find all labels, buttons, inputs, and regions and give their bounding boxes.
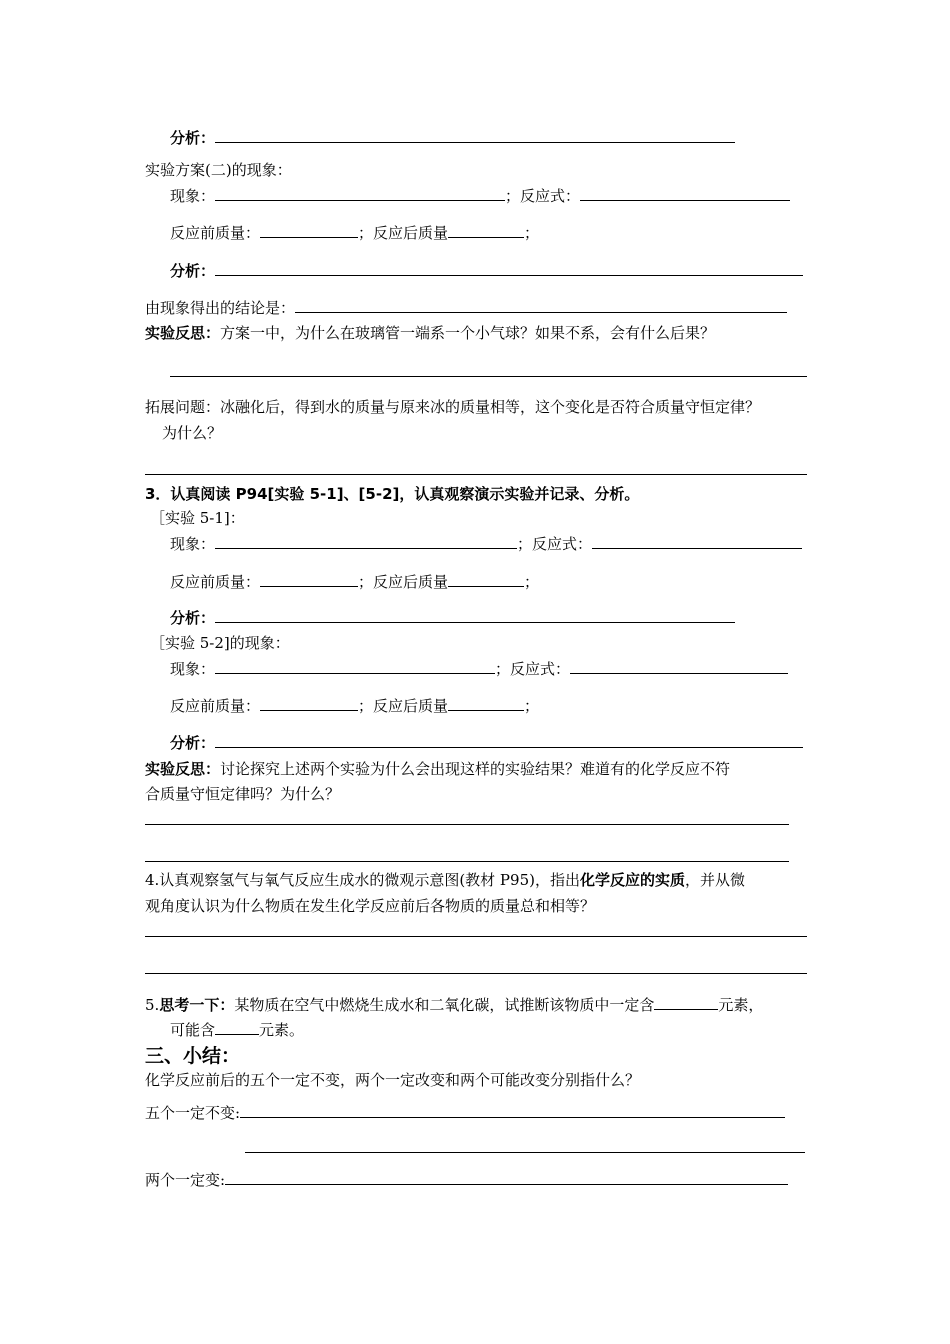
exp1-label: ［实验 5-1]： (150, 509, 245, 527)
s4-line-1 (145, 870, 745, 890)
answer-line[interactable] (145, 474, 807, 475)
s4-line-2: 观角度认识为什么物质在发生化学反应前后各物质的质量总和相等？ (145, 897, 596, 915)
analysis-blank[interactable] (215, 128, 735, 143)
mass-after-label: ；反应后质量 (358, 697, 449, 715)
s5-pre: 可能含 (170, 1021, 216, 1039)
five-unchanged-row (145, 1103, 785, 1123)
answer-line[interactable] (145, 936, 807, 937)
analysis-blank[interactable] (215, 608, 735, 623)
analysis-blank[interactable] (215, 261, 803, 276)
reflect-text: 方案一中，为什么在玻璃管一端系一个小气球？如果不系，会有什么后果？ (220, 324, 716, 342)
semicolon: ； (524, 573, 540, 591)
summary-title: 三、小结： (145, 1045, 241, 1067)
two-changed-blank[interactable] (225, 1170, 788, 1185)
answer-line[interactable] (145, 861, 789, 862)
conclusion-label: 由现象得出的结论是： (145, 299, 296, 317)
mass-after-label: ；反应后质量 (358, 573, 449, 591)
phenomenon-blank[interactable] (215, 186, 505, 201)
reflect-row-1 (145, 323, 715, 343)
mass-before-blank[interactable] (260, 572, 358, 587)
equation-blank[interactable] (580, 186, 790, 201)
answer-line[interactable] (245, 1152, 805, 1153)
analysis-row-1 (170, 128, 735, 148)
analysis-label: 分析： (170, 262, 216, 280)
answer-line[interactable] (145, 973, 807, 974)
mass-after-blank[interactable] (448, 572, 524, 587)
analysis-row-2 (170, 261, 803, 281)
reflect-label: 实验反思： (145, 760, 221, 778)
phenomenon-blank[interactable] (215, 659, 495, 674)
analysis-label: 分析： (170, 734, 216, 752)
reflect-text: 讨论探究上述两个实验为什么会出现这样的实验结果？难道有的化学反应不符 (220, 760, 731, 778)
phenomenon-label: 现象： (170, 187, 216, 205)
exp1-analysis-row (170, 608, 735, 628)
summary-question: 化学反应前后的五个一定不变，两个一定改变和两个可能改变分别指什么？ (145, 1071, 641, 1089)
mass-before-blank[interactable] (260, 223, 358, 238)
extend-line-1: 拓展问题：冰融化后，得到水的质量与原来冰的质量相等，这个变化是否符合质量守恒定律？ (145, 398, 761, 416)
exp2-label: ［实验 5-2]的现象： (150, 634, 290, 652)
s3-reflect-row-1 (145, 759, 730, 779)
equation-blank[interactable] (592, 534, 802, 549)
s5-bold: 思考一下： (159, 996, 235, 1014)
exp2-analysis-row (170, 733, 803, 753)
s5-num: 5. (145, 996, 160, 1014)
equation-label: ；反应式： (505, 187, 581, 205)
s4-text: 4.认真观察氢气与氧气反应生成水的微观示意图(教材 P95)，指出 (145, 871, 580, 889)
s3-reflect-row-2: 合质量守恒定律吗？为什么？ (145, 785, 341, 803)
plan2-phenomenon-row (170, 186, 790, 206)
equation-label: ；反应式： (495, 660, 571, 678)
mass-before-label: 反应前质量： (170, 224, 261, 242)
analysis-label: 分析： (170, 129, 216, 147)
mass-before-label: 反应前质量： (170, 697, 261, 715)
phenomenon-label: 现象： (170, 535, 216, 553)
element-blank-1[interactable] (654, 995, 718, 1010)
exp2-phenomenon-row (170, 659, 788, 679)
extend-line-2: 为什么？ (162, 424, 223, 442)
two-changed-row (145, 1170, 788, 1190)
two-changed-label: 两个一定变: (145, 1171, 226, 1189)
analysis-label: 分析： (170, 609, 216, 627)
s4-tail: ，并从微 (684, 871, 745, 889)
element-blank-2[interactable] (215, 1020, 259, 1035)
mass-after-label: ；反应后质量 (358, 224, 449, 242)
exp1-mass-row (170, 572, 539, 592)
s5-line-1 (145, 995, 763, 1015)
section3-title: 3．认真阅读 P94[实验 5-1]、[5-2]，认真观察演示实验并记录、分析。 (145, 485, 640, 503)
semicolon: ； (524, 224, 540, 242)
five-unchanged-blank[interactable] (240, 1103, 785, 1118)
exp2-mass-row (170, 696, 539, 716)
equation-label: ；反应式： (517, 535, 593, 553)
reflect-label: 实验反思： (145, 324, 221, 342)
conclusion-row (145, 298, 787, 318)
plan2-title: 实验方案(二)的现象： (145, 161, 292, 179)
answer-line[interactable] (170, 376, 807, 377)
semicolon: ； (524, 697, 540, 715)
s5-text: 某物质在空气中燃烧生成水和二氧化碳，试推断该物质中一定含 (234, 996, 655, 1014)
answer-line[interactable] (145, 824, 789, 825)
conclusion-blank[interactable] (295, 298, 787, 313)
five-unchanged-label: 五个一定不变: (145, 1104, 241, 1122)
s5-line-2 (170, 1020, 304, 1040)
equation-blank[interactable] (570, 659, 788, 674)
exp1-phenomenon-row (170, 534, 802, 554)
s4-bold: 化学反应的实质 (579, 871, 685, 889)
mass-before-label: 反应前质量： (170, 573, 261, 591)
s5-post: 元素。 (259, 1021, 305, 1039)
s5-tail: 元素， (718, 996, 764, 1014)
plan2-mass-row (170, 223, 539, 243)
mass-after-blank[interactable] (448, 223, 524, 238)
mass-after-blank[interactable] (448, 696, 524, 711)
analysis-blank[interactable] (215, 733, 803, 748)
mass-before-blank[interactable] (260, 696, 358, 711)
phenomenon-blank[interactable] (215, 534, 517, 549)
phenomenon-label: 现象： (170, 660, 216, 678)
